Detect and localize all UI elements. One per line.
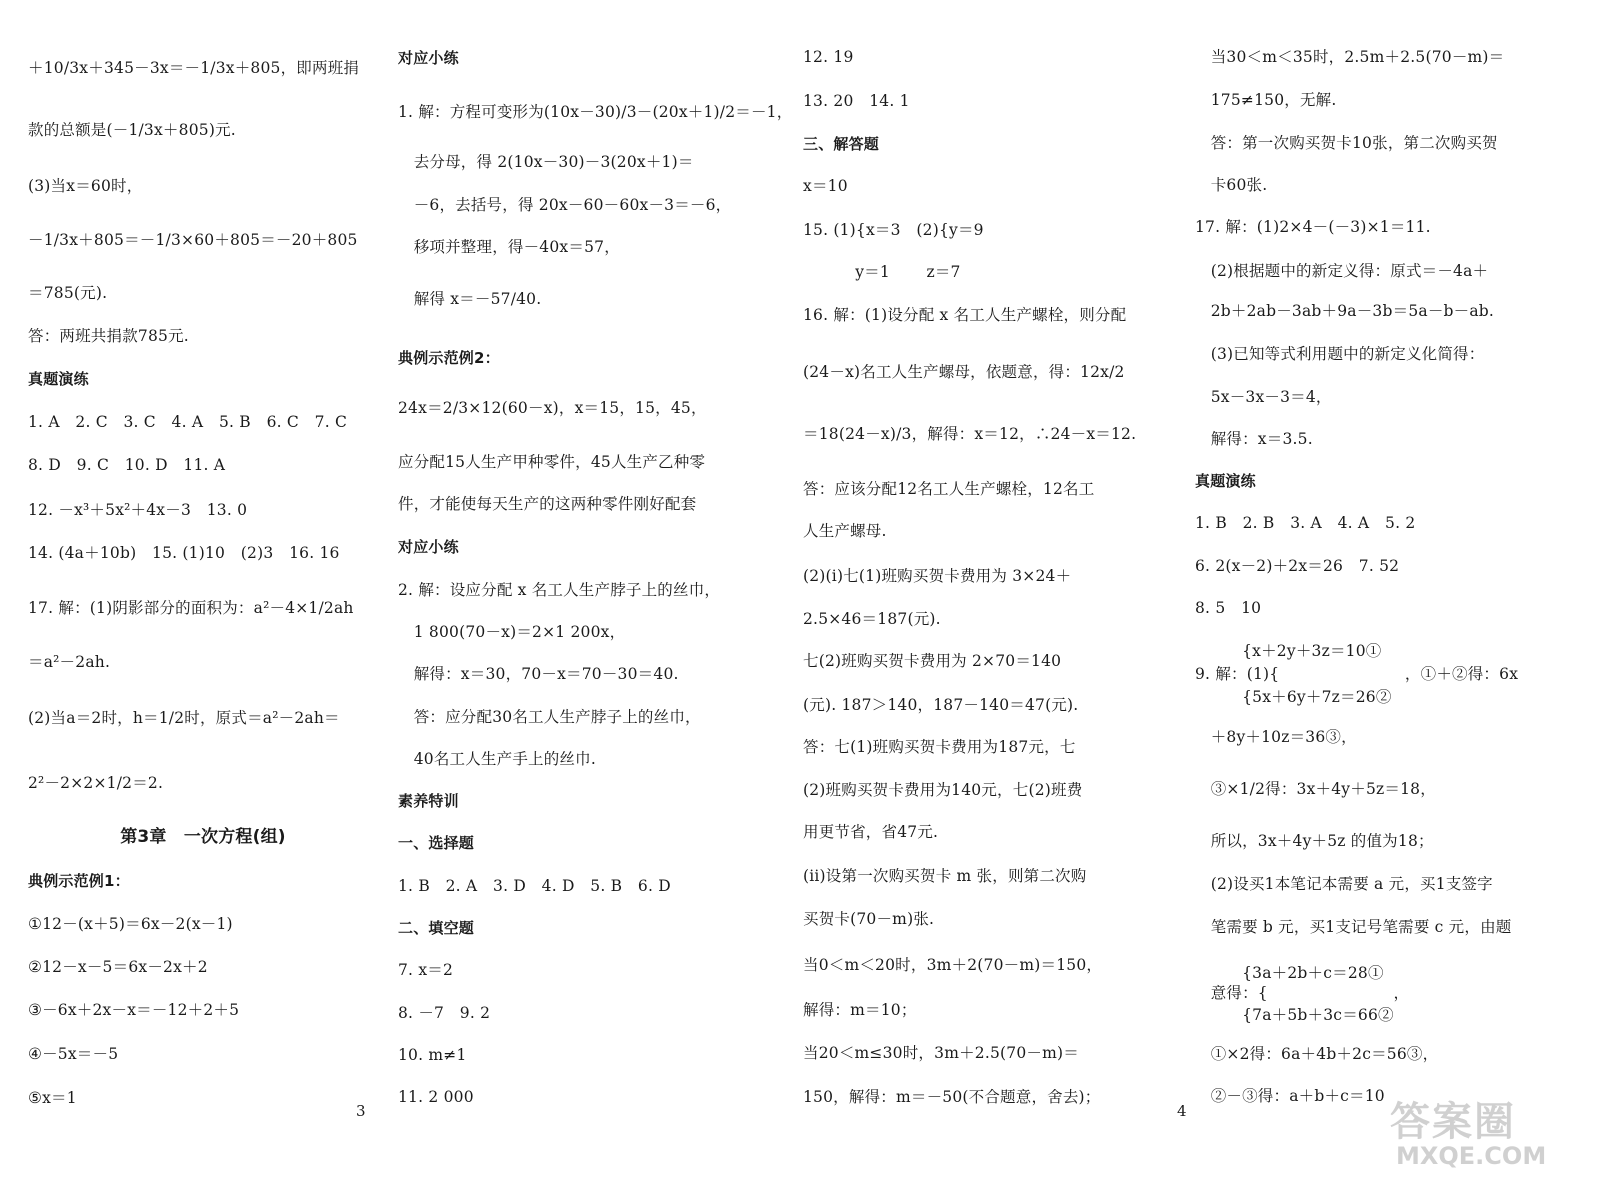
col3-line: 买贺卡(70－m)张. [803, 910, 935, 928]
col2-line: 件，才能使每天生产的这两种零件刚好配套 [398, 495, 697, 513]
col2-line: －6，去括号，得 20x－60－60x－3＝－6， [398, 196, 732, 214]
col1-line: 答：两班共捐款785元. [28, 327, 189, 345]
column-4 [1195, 0, 1575, 1201]
col2-line: 10. m≠1 [398, 1046, 467, 1064]
col3-line: 答：七(1)班购买贺卡费用为187元，七 [803, 738, 1076, 756]
col4-line: (3)已知等式利用题中的新定义化简得： [1195, 345, 1485, 363]
col4-line: 175≠150，无解. [1195, 91, 1337, 109]
col3-line: 15. (1){x＝3 (2){y＝9 [803, 221, 984, 239]
col1-line: 8. D 9. C 10. D 11. A [28, 456, 226, 474]
col3-line: ＝18(24－x)/3，解得：x＝12，∴24－x＝12. [803, 425, 1137, 443]
col3-line: 答：应该分配12名工人生产螺栓，12名工 [803, 480, 1095, 498]
col1-line: 14. (4a＋10b) 15. (1)10 (2)3 16. 16 [28, 544, 340, 562]
col2-line: 7. x＝2 [398, 961, 454, 979]
page-number-right: 4 [1177, 1102, 1187, 1120]
col3-line: (2)(i)七(1)班购买贺卡费用为 3×24＋ [803, 567, 1072, 585]
col1-line: ＝a²－2ah. [28, 653, 111, 671]
col1-line: 1. A 2. C 3. C 4. A 5. B 6. C 7. C [28, 413, 348, 431]
col3-line: (元). 187＞140，187－140＝47(元). [803, 696, 1079, 714]
col2-line: 答：应分配30名工人生产脖子上的丝巾， [398, 708, 701, 726]
col2-line: 1. B 2. A 3. D 4. D 5. B 6. D [398, 877, 671, 895]
col3-line: 解得：m＝10； [803, 1001, 917, 1019]
col3-line: (ii)设第一次购买贺卡 m 张，则第二次购 [803, 867, 1087, 885]
col4-line: 2b＋2ab－3ab＋9a－3b＝5a－b－ab. [1195, 302, 1495, 320]
col4-line: (2)设买1本笔记本需要 a 元，买1支签字 [1195, 875, 1493, 893]
col4-line: {5x＋6y＋7z＝26② [1195, 688, 1392, 706]
col3-line: 13. 20 14. 1 [803, 92, 910, 110]
col3-line: x＝10 [803, 177, 848, 195]
col1-line: 12. －x³＋5x²＋4x－3 13. 0 [28, 501, 248, 519]
col2-line: 对应小练 [398, 49, 459, 67]
col4-line: {3a＋2b＋c＝28① [1195, 964, 1384, 982]
col2-line: 2. 解：设应分配 x 名工人生产脖子上的丝巾， [398, 581, 721, 599]
col1-line: ⑤x＝1 [28, 1089, 77, 1107]
col2-line: 11. 2 000 [398, 1088, 474, 1106]
col1-line: 第3章 一次方程(组) [120, 827, 286, 847]
col3-line: 16. 解：(1)设分配 x 名工人生产螺栓，则分配 [803, 306, 1127, 324]
col1-line: 典例示范例1： [28, 872, 130, 890]
col2-line: 移项并整理，得－40x＝57， [398, 238, 620, 256]
col3-line: (24－x)名工人生产螺母，依题意，得：12x/2 [803, 363, 1125, 381]
col4-line: {7a＋5b＋3c＝66② [1195, 1006, 1394, 1024]
col4-line: ①×2得：6a＋4b＋2c＝56③， [1195, 1045, 1439, 1063]
col3-line: 当20＜m≤30时，3m＋2.5(70－m)＝ [803, 1044, 1079, 1062]
col3-line: 人生产螺母. [803, 522, 887, 540]
col1-line: (3)当x＝60时， [28, 177, 143, 195]
col4-line: 9. 解：(1){ ，①＋②得：6x [1195, 665, 1519, 683]
col4-line: 笔需要 b 元，买1支记号笔需要 c 元，由题 [1195, 918, 1512, 936]
col1-line: (2)当a＝2时，h＝1/2时，原式＝a²－2ah＝ [28, 709, 340, 727]
col1-line: ④－5x＝－5 [28, 1045, 119, 1063]
col2-line: 8. －7 9. 2 [398, 1004, 491, 1022]
col4-line: 1. B 2. B 3. A 4. A 5. 2 [1195, 514, 1416, 532]
col1-line: ③－6x＋2x－x＝－12＋2＋5 [28, 1001, 240, 1019]
col3-line: (2)班购买贺卡费用为140元，七(2)班费 [803, 781, 1083, 799]
col1-line: ＝785(元). [28, 284, 108, 302]
col4-line: 17. 解：(1)2×4－(－3)×1＝11. [1195, 218, 1431, 236]
col1-line: ②12－x－5＝6x－2x＋2 [28, 958, 208, 976]
col3-line: y＝1 z＝7 [803, 263, 961, 281]
col4-line: 真题演练 [1195, 472, 1256, 490]
col2-line: 1 800(70－x)＝2×1 200x， [398, 623, 626, 641]
col2-line: 二、填空题 [398, 919, 475, 937]
col2-line: 应分配15人生产甲种零件，45人生产乙种零 [398, 453, 706, 471]
col4-line: 当30＜m＜35时，2.5m＋2.5(70－m)＝ [1195, 48, 1505, 66]
col1-line: 2²－2×2×1/2＝2. [28, 774, 164, 792]
col2-line: 解得 x＝－57/40. [398, 290, 542, 308]
col4-line: ③×1/2得：3x＋4y＋5z＝18， [1195, 780, 1436, 798]
column-1 [28, 0, 378, 1201]
col2-line: 去分母，得 2(10x－30)－3(20x＋1)＝ [398, 153, 694, 171]
col4-line: 6. 2(x－2)＋2x＝26 7. 52 [1195, 557, 1400, 575]
page-number-left: 3 [356, 1102, 366, 1120]
col4-line: ＋8y＋10z＝36③， [1195, 728, 1357, 746]
col4-line: {x＋2y＋3z＝10① [1195, 642, 1382, 660]
col2-line: 1. 解：方程可变形为(10x－30)/3－(20x＋1)/2＝－1， [398, 103, 793, 121]
col4-line: 所以，3x＋4y＋5z 的值为18； [1195, 832, 1434, 850]
col2-line: 40名工人生产手上的丝巾. [398, 750, 596, 768]
col1-line: 真题演练 [28, 370, 89, 388]
col3-line: 用更节省，省47元. [803, 823, 939, 841]
col3-line: 12. 19 [803, 48, 854, 66]
col1-line: 17. 解：(1)阴影部分的面积为：a²－4×1/2ah [28, 599, 354, 617]
col2-line: 典例示范例2： [398, 349, 500, 367]
watermark [1390, 1090, 1590, 1170]
col2-line: 素养特训 [398, 792, 459, 810]
col3-line: 七(2)班购买贺卡费用为 2×70＝140 [803, 652, 1062, 670]
col4-line: 答：第一次购买贺卡10张，第二次购买贺 [1195, 134, 1498, 152]
col4-line: ②－③得：a＋b＋c＝10 [1195, 1087, 1385, 1105]
col4-line: 卡60张. [1195, 176, 1268, 194]
col4-line: 解得：x＝3.5. [1195, 430, 1313, 448]
col1-line: －1/3x＋805＝－1/3×60＋805＝－20＋805 [28, 231, 358, 249]
col2-line: 一、选择题 [398, 834, 475, 852]
col1-line: 款的总额是(－1/3x＋805)元. [28, 121, 236, 139]
col3-line: 当0＜m＜20时，3m＋2(70－m)＝150， [803, 956, 1103, 974]
column-2 [398, 0, 793, 1201]
column-3 [803, 0, 1173, 1201]
col4-line: 8. 5 10 [1195, 599, 1262, 617]
col4-line: (2)根据题中的新定义得：原式＝－4a＋ [1195, 262, 1489, 280]
col2-line: 对应小练 [398, 538, 459, 556]
col1-line: ①12－(x＋5)＝6x－2(x－1) [28, 915, 233, 933]
col3-line: 2.5×46＝187(元). [803, 610, 941, 628]
col1-line: ＋10/3x＋345－3x＝－1/3x＋805，即两班捐 [28, 59, 360, 77]
col4-line: 5x－3x－3＝4， [1195, 388, 1332, 406]
col3-line: 三、解答题 [803, 135, 880, 153]
col4-line: 意得：{ ， [1195, 984, 1410, 1002]
col2-line: 解得：x＝30，70－x＝70－30＝40. [398, 665, 679, 683]
watermark-site: MXQE.COM [1396, 1142, 1547, 1170]
col3-line: 150，解得：m＝－50(不合题意，舍去)； [803, 1088, 1101, 1106]
watermark-logo: 答案圈 [1390, 1099, 1516, 1145]
col2-line: 24x＝2/3×12(60－x)，x＝15，15，45， [398, 399, 707, 417]
